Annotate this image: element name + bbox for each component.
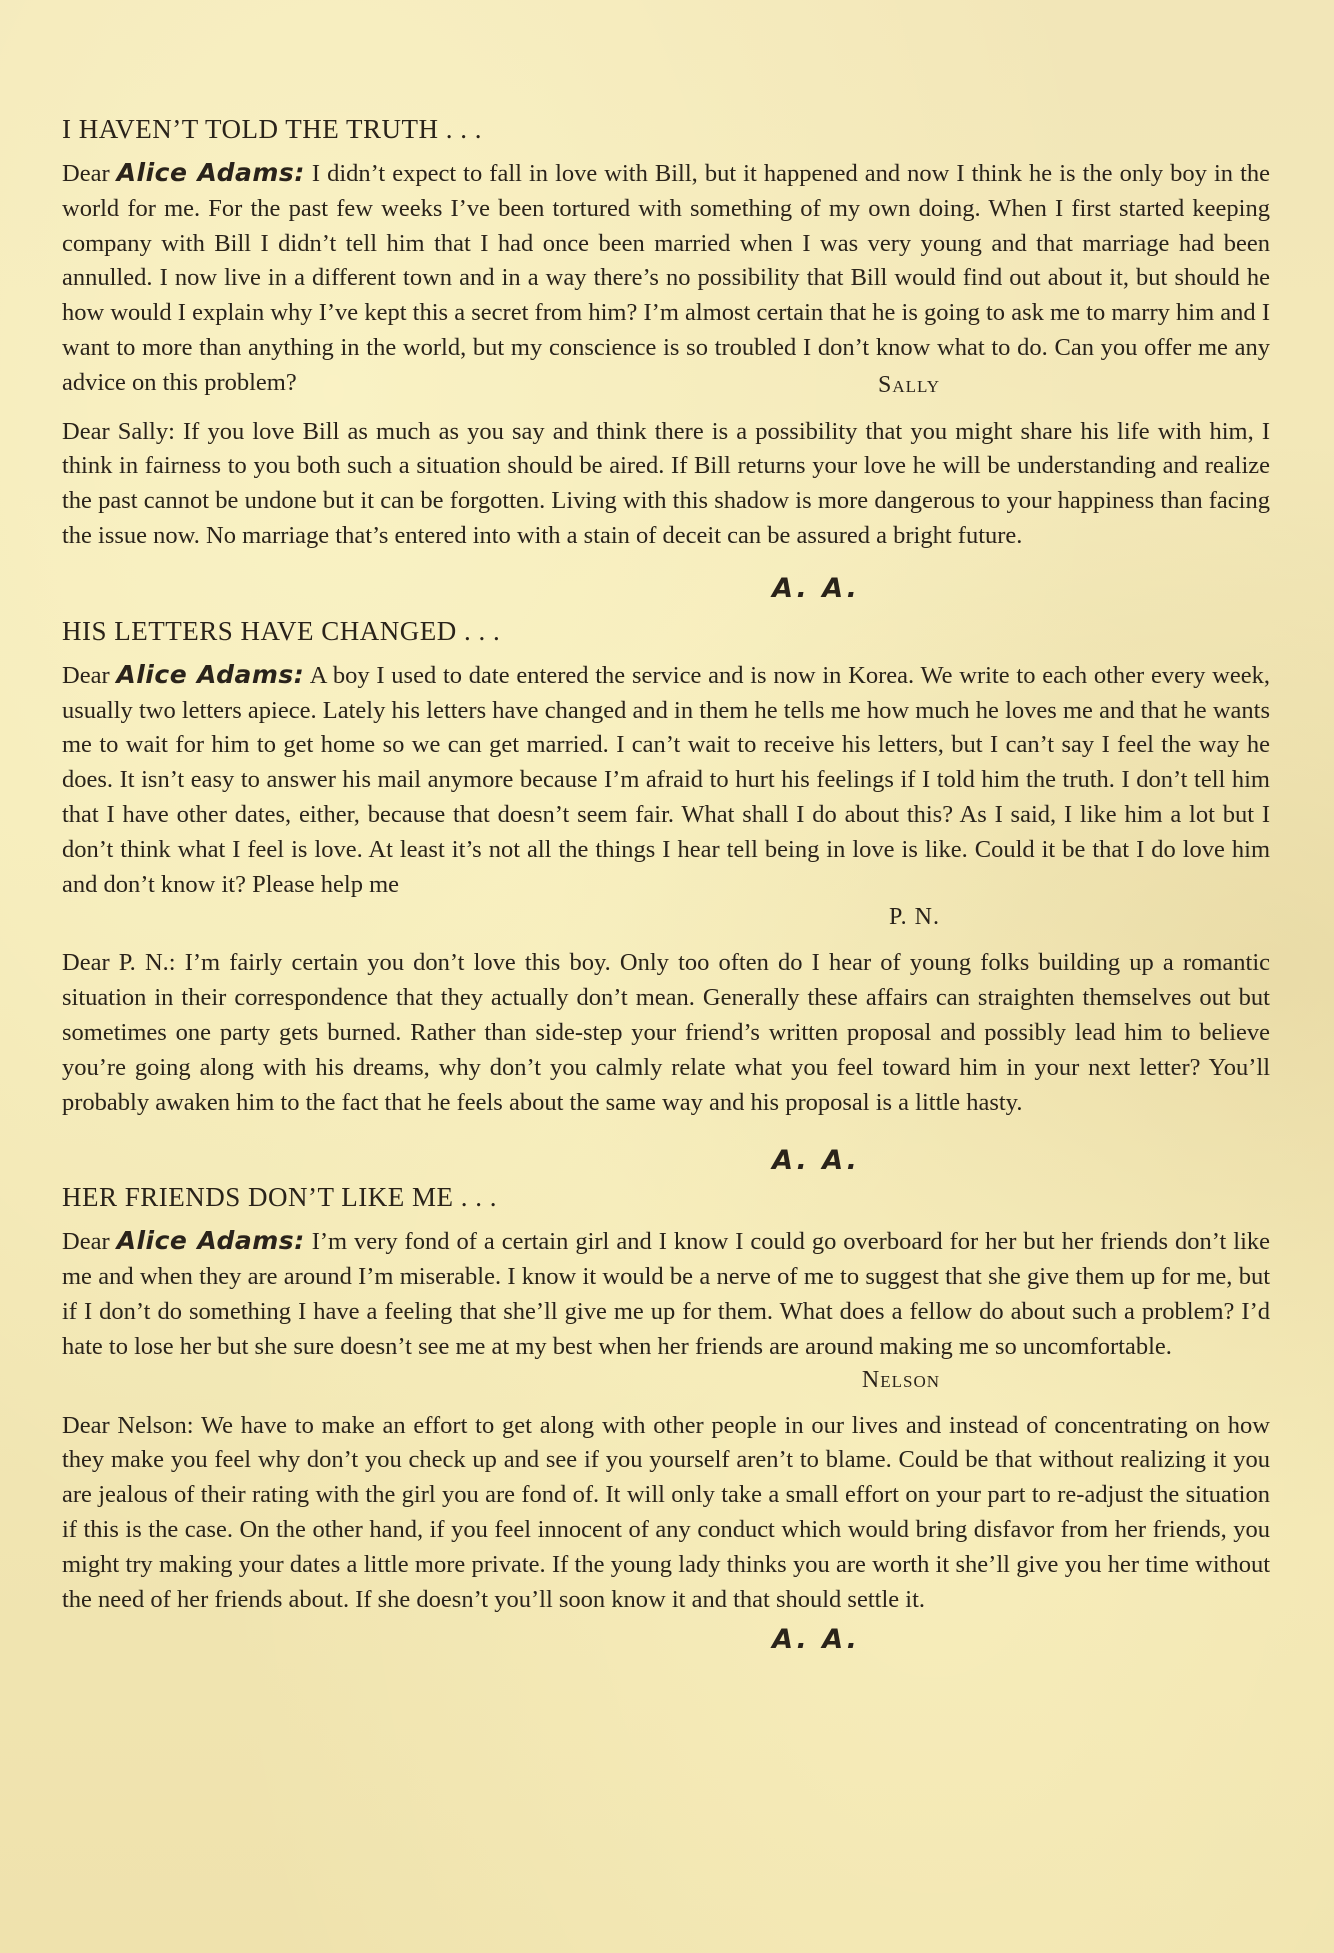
columnist-name: Alice Adams:: [116, 1226, 305, 1256]
columnist-name: Alice Adams:: [116, 158, 305, 187]
letter-body: A boy I used to date entered the service and is now in Korea. We write to each other every week, usually two letters apiece. Lately his letters have changed and in them he tells me how much he loves me and that he wants me to wait for him to get home so we can get married. I can’t wait to receive his letters, but I can’t say I feel the way he does. It isn’t easy to answer his mail anymore because I’m afraid to hurt his feelings if I told him the truth. I don’t tell him that I have other dates, either, because that doesn’t seem fair. What shall I do about this? As I said, I like him a lot but I don’t think what I feel is love. At least it’s not all the things I hear tell being in love is like. Could it be that I do love him and don’t know it? Please help me: [62, 661, 1270, 898]
letter-signature: Nelson: [861, 1366, 940, 1393]
section-heading: I HAVEN’T TOLD THE TRUTH . . .: [62, 114, 482, 144]
reply-signature: A. A.: [772, 1145, 860, 1177]
letter-salutation: Dear: [62, 160, 110, 187]
columnist-reply: Dear Nelson: We have to make an effort to get along with other people in our lives and instead of concentrating on how they make you feel why don’t you check up and see if you yourself aren’t to blame. Could be that without realizing it you are jealous of their rating with the girl you are fond of. It will only take a small effort on your part to re-adjust the situation if this is the case. On the other hand, if you feel innocent of any conduct which would bring disfavor from her friends, you might try making your dates a little more private. If the young lady thinks you are worth it she’ll give you her time without the need of her friends about. If she doesn’t you’ll soon know it and that should settle it.: [62, 1411, 1270, 1613]
columnist-name: Alice Adams:: [116, 659, 305, 689]
reply-signature: A. A.: [772, 1624, 860, 1656]
section-heading: HER FRIENDS DON’T LIKE ME . . .: [62, 1182, 497, 1213]
letter-signature: P. N.: [888, 904, 940, 931]
reply-signature: A. A.: [772, 572, 860, 604]
letter-section-1: [62, 112, 1270, 606]
letter-signature: Sally: [878, 371, 940, 398]
spacer: [62, 932, 1270, 946]
letter-body: I didn’t expect to fall in love with Bill, but it happened and now I think he is the only boy in the world for me. For the past few weeks I’ve been tortured with something of my own doing. When I first started keeping company with Bill I didn’t tell him that I had once been married when I was very young and that marriage had been annulled. I now live in a different town and in a way there’s no possibility that Bill would find out about it, but should he how would I explain why I’ve kept this a secret from him? I’m almost certain that he is going to ask me to marry him and I want to more than anything in the world, but my conscience is so troubled I don’t know what to do. Can you offer me any advice on this problem?: [62, 160, 1270, 396]
letter-section-2: [62, 614, 1270, 1179]
reader-letter: [62, 156, 1270, 401]
reader-letter: [62, 1224, 1270, 1364]
reader-letter: [62, 658, 1270, 903]
columnist-reply: Dear P. N.: I’m fairly certain you don’t love this boy. Only too often do I hear of young folks building up a romantic situation in their correspondence that they actually don’t mean. Generally these affairs can straighten themselves out but sometimes one party gets burned. Rather than side-step your friend’s written proposal and possibly lead him to believe you’re going along with his dreams, why don’t you calmly relate what you feel toward him in your next letter? You’ll probably awaken him to the fact that he feels about the same way and his proposal is a little hasty.: [62, 949, 1270, 1116]
letter-salutation: Dear: [62, 661, 110, 689]
section-heading: HIS LETTERS HAVE CHANGED . . .: [62, 615, 501, 646]
spacer: [62, 401, 1270, 415]
columnist-reply: Dear Sally: If you love Bill as much as you say and think there is a possibility that you might share his life with him, I think in fairness to you both such a situation should be aired. If Bill returns your love he will be understanding and realize the past cannot be undone but it can be forgotten. Living with this shadow is more dangerous to your happiness than facing the issue now. No marriage that’s entered into with a stain of deceit can be assured a bright future.: [62, 417, 1270, 549]
letter-salutation: Dear: [62, 1228, 110, 1256]
letter-body: I’m very fond of a certain girl and I know I could go overboard for her but her friends don’t like me and when they are around I’m miserable. I know it would be a nerve of me to suggest that she give them up for me, but if I don’t do something I have a feeling that she’ll give me up for them. What does a fellow do about such a problem? I’d hate to lose her but she sure doesn’t see me at my best when her friends are around making me so uncomfortable.: [62, 1228, 1270, 1360]
spacer: [62, 1395, 1270, 1409]
letter-section-3: [62, 1180, 1270, 1657]
